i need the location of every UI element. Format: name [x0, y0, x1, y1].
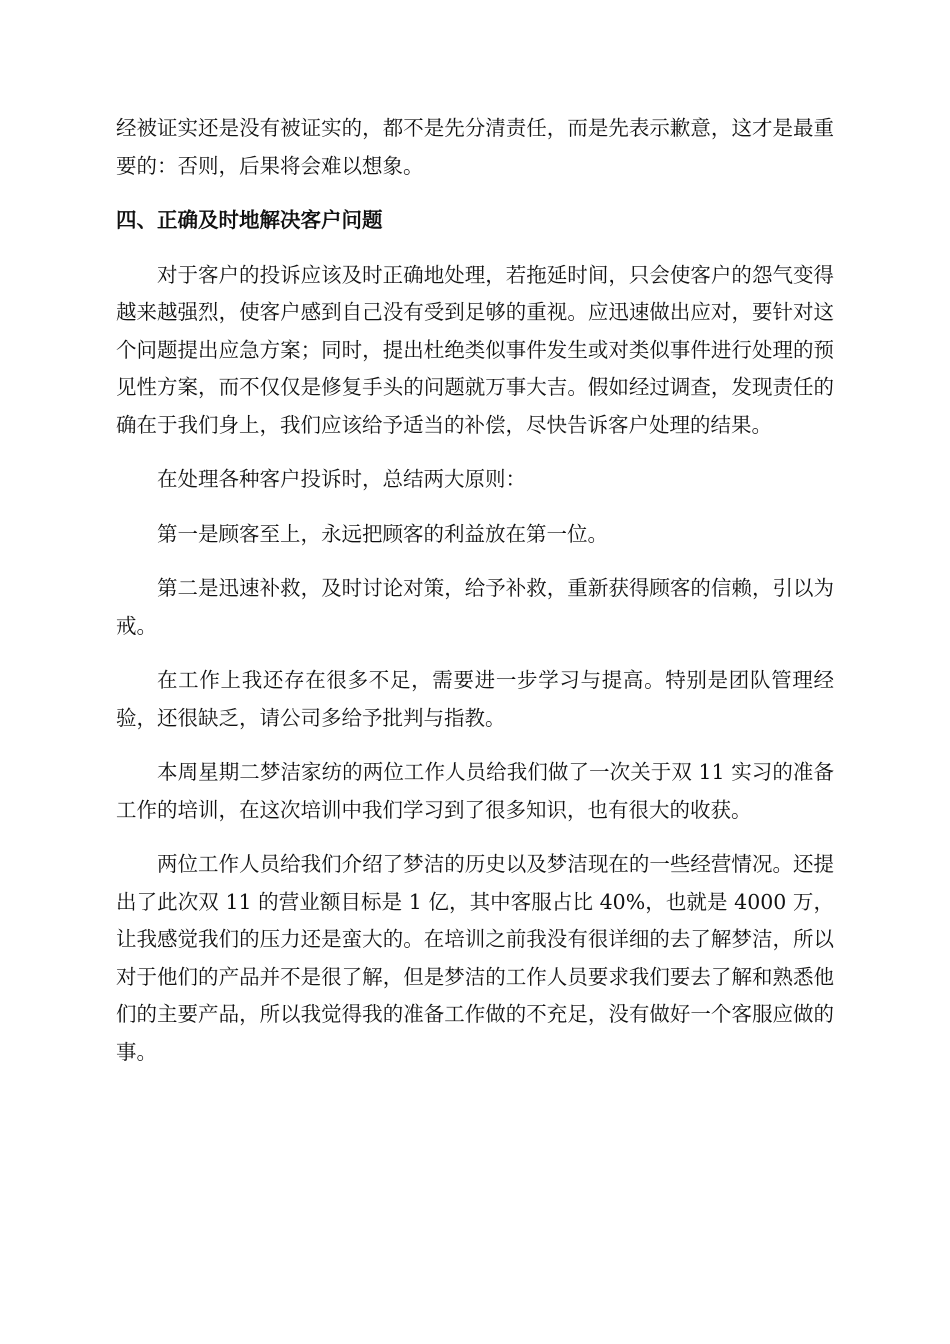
section-heading: 四、正确及时地解决客户问题 [116, 208, 383, 232]
paragraph: 两位工作人员给我们介绍了梦洁的历史以及梦洁现在的一些经营情况。还提出了此次双 11 的营业额目标是 1 亿，其中客服占比 40%，也就是 4000 万，让我感觉我们的压力还是蛮大的。在培训之前我没有很详细的去了解梦洁，所以对于他们的产品并不是很了解，但是梦洁的工作人员要求我们要去了解和熟悉他们的主要产品，所以我觉得我的准备工作做的不充足，没有做好一个客服应做的事。 [116, 852, 834, 1064]
paragraph: 第一是顾客至上，永远把顾客的利益放在第一位。 [157, 521, 608, 546]
paragraph: 在处理各种客户投诉时，总结两大原则： [157, 467, 526, 491]
paragraph: 本周星期二梦洁家纺的两位工作人员给我们做了一次关于双 11 实习的准备工作的培训，在这次培训中我们学习到了很多知识，也有很大的收获。 [116, 760, 834, 822]
paragraph: 第二是迅速补救，及时讨论对策，给予补救，重新获得顾客的信赖，引以为戒。 [116, 576, 834, 638]
paragraph-continuation: 经被证实还是没有被证实的，都不是先分清责任，而是先表示歉意，这才是最重要的：否则，后果将会难以想象。 [116, 116, 834, 178]
paragraph: 对于客户的投诉应该及时正确地处理，若拖延时间，只会使客户的怨气变得越来越强烈，使客户感到自己没有受到足够的重视。应迅速做出应对，要针对这个问题提出应急方案；同时，提出杜绝类似事件发生或对类似事件进行处理的预见性方案，而不仅仅是修复手头的问题就万事大吉。假如经过调查，发现责任的确在于我们身上，我们应该给予适当的补偿，尽快告诉客户处理的结果。 [116, 262, 834, 437]
paragraph: 在工作上我还存在很多不足，需要进一步学习与提高。特别是团队管理经验，还很缺乏，请公司多给予批判与指教。 [116, 668, 834, 730]
document-body [116, 110, 834, 1088]
